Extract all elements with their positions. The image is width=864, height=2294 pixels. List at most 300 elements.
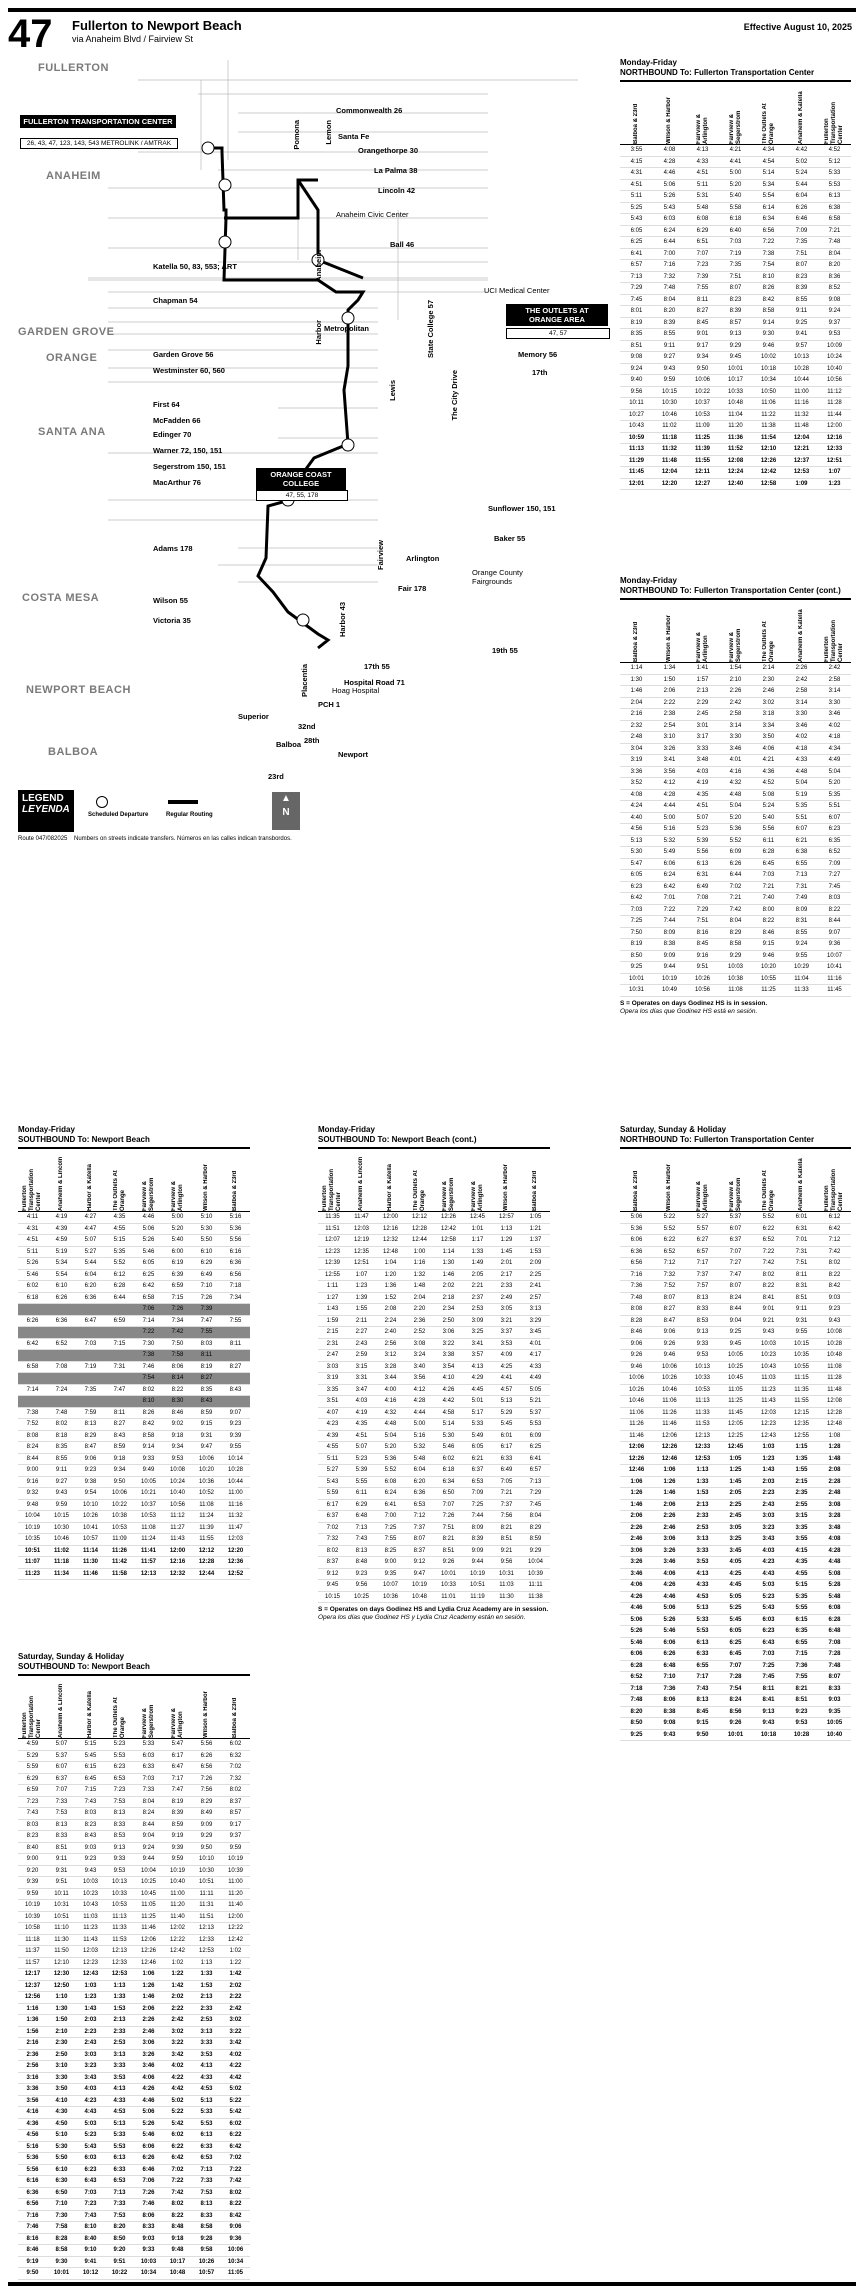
time-cell: 11:43 xyxy=(752,1396,785,1408)
time-cell: 12:39 xyxy=(318,1258,347,1270)
time-cell: 12:24 xyxy=(719,467,752,479)
time-cell: 5:49 xyxy=(463,1430,492,1442)
time-cell: 5:35 xyxy=(818,789,851,801)
time-cell: 8:02 xyxy=(752,1269,785,1281)
time-cell: 6:59 xyxy=(18,1785,47,1797)
time-cell: 8:29 xyxy=(521,1522,550,1534)
time-cell: 5:27 xyxy=(686,1212,719,1224)
time-cell: 3:14 xyxy=(785,697,818,709)
table-row xyxy=(620,870,851,882)
time-cell: 3:15 xyxy=(785,1511,818,1523)
street-label: Katella 50, 83, 553; ART xyxy=(153,262,237,271)
time-cell: 7:09 xyxy=(785,225,818,237)
time-cell: 9:07 xyxy=(818,927,851,939)
time-cell: 4:29 xyxy=(463,1373,492,1385)
time-cell: 1:57 xyxy=(686,674,719,686)
time-cell: 3:26 xyxy=(653,743,686,755)
column-header: Anaheim & Lincoln xyxy=(347,1148,376,1212)
column-header: Harbor & Katella xyxy=(376,1148,405,1212)
table-row xyxy=(620,801,851,813)
table-row xyxy=(318,1453,550,1465)
time-cell: 5:13 xyxy=(105,2118,134,2130)
time-cell: 5:33 xyxy=(463,1419,492,1431)
time-cell: 4:33 xyxy=(521,1361,550,1373)
time-cell: 8:13 xyxy=(76,1419,105,1431)
time-cell: 9:12 xyxy=(318,1568,347,1580)
time-cell: 8:23 xyxy=(76,1819,105,1831)
table-row xyxy=(620,1522,851,1534)
time-cell: 6:03 xyxy=(752,1614,785,1626)
table-row xyxy=(18,2199,250,2211)
time-cell: 5:26 xyxy=(653,1614,686,1626)
time-cell: 10:15 xyxy=(47,1511,76,1523)
table-row xyxy=(18,1534,250,1546)
time-cell: 3:03 xyxy=(76,2049,105,2061)
time-cell: 4:13 xyxy=(686,145,719,157)
table-row xyxy=(620,1453,851,1465)
time-cell: 7:09 xyxy=(463,1488,492,1500)
time-cell: 7:25 xyxy=(620,916,653,928)
time-cell: 9:43 xyxy=(818,1315,851,1327)
time-cell: 2:06 xyxy=(653,1499,686,1511)
time-cell: 11:22 xyxy=(752,409,785,421)
time-cell: 7:03 xyxy=(76,1338,105,1350)
time-cell: 10:19 xyxy=(18,1522,47,1534)
time-cell: 6:18 xyxy=(719,214,752,226)
time-cell: 4:32 xyxy=(376,1407,405,1419)
time-cell: 9:50 xyxy=(192,1842,221,1854)
time-cell: 11:06 xyxy=(620,1407,653,1419)
time-cell: 7:08 xyxy=(686,893,719,905)
time-cell: 6:27 xyxy=(686,1235,719,1247)
time-cell: 9:09 xyxy=(653,950,686,962)
time-cell: 5:05 xyxy=(719,1591,752,1603)
time-cell: 8:58 xyxy=(47,2245,76,2257)
time-cell: 9:57 xyxy=(785,340,818,352)
time-cell: 4:13 xyxy=(192,2061,221,2073)
time-cell: 5:20 xyxy=(163,1223,192,1235)
time-cell: 6:02 xyxy=(163,2130,192,2142)
time-cell: 2:33 xyxy=(105,2026,134,2038)
time-cell: 6:17 xyxy=(163,1750,192,1762)
time-cell xyxy=(221,1396,250,1408)
time-cell: 4:35 xyxy=(785,1557,818,1569)
time-cell: 7:13 xyxy=(785,870,818,882)
time-cell: 8:40 xyxy=(18,1842,47,1854)
time-cell: 6:28 xyxy=(620,1660,653,1672)
time-cell: 3:45 xyxy=(719,1545,752,1557)
time-cell: 5:36 xyxy=(221,1223,250,1235)
time-cell: 9:55 xyxy=(785,1327,818,1339)
time-cell: 7:38 xyxy=(134,1350,163,1362)
time-cell: 9:56 xyxy=(620,386,653,398)
time-cell: 9:51 xyxy=(47,1877,76,1889)
time-cell: 2:26 xyxy=(620,1522,653,1534)
street-label: Segerstrom 150, 151 xyxy=(153,462,226,471)
time-cell: 9:55 xyxy=(221,1442,250,1454)
table-row xyxy=(18,1292,250,1304)
time-cell: 12:02 xyxy=(163,1923,192,1935)
time-cell: 11:03 xyxy=(76,1911,105,1923)
street-label: 23rd xyxy=(268,772,284,781)
time-cell: 3:19 xyxy=(318,1373,347,1385)
time-cell: 7:06 xyxy=(134,1304,163,1316)
time-cell: 7:49 xyxy=(785,893,818,905)
time-cell: 6:09 xyxy=(719,847,752,859)
time-cell: 6:43 xyxy=(76,2176,105,2188)
table-row xyxy=(620,1534,851,1546)
time-cell: 2:53 xyxy=(686,1522,719,1534)
time-cell: 7:16 xyxy=(18,2210,47,2222)
time-cell: 7:32 xyxy=(653,1269,686,1281)
time-cell: 7:39 xyxy=(192,1304,221,1316)
table-row xyxy=(18,1235,250,1247)
legend-transfer-note: Numbers on streets indicate transfers. Números en las calles indican transbordos. xyxy=(74,836,292,842)
time-cell: 12:28 xyxy=(818,1407,851,1419)
time-cell: 2:09 xyxy=(521,1258,550,1270)
column-header: Fairview & Segerstrom xyxy=(134,1675,163,1739)
time-cell: 5:27 xyxy=(76,1246,105,1258)
time-cell: 9:23 xyxy=(818,1304,851,1316)
time-cell: 9:13 xyxy=(752,1706,785,1718)
time-cell: 5:29 xyxy=(492,1407,521,1419)
column-header: Anaheim & Lincoln xyxy=(47,1675,76,1739)
time-cell: 8:20 xyxy=(818,260,851,272)
time-cell: 7:00 xyxy=(376,1511,405,1523)
time-cell: 10:31 xyxy=(492,1568,521,1580)
time-cell: 11:16 xyxy=(785,398,818,410)
time-cell: 4:48 xyxy=(818,1557,851,1569)
time-cell: 10:33 xyxy=(719,386,752,398)
time-cell: 12:07 xyxy=(318,1235,347,1247)
time-cell: 4:26 xyxy=(653,1580,686,1592)
time-cell: 8:53 xyxy=(105,1831,134,1843)
time-cell: 2:46 xyxy=(620,1534,653,1546)
time-cell: 8:28 xyxy=(47,2233,76,2245)
time-cell: 10:19 xyxy=(463,1568,492,1580)
table-row xyxy=(18,1762,250,1774)
table-row xyxy=(620,478,851,490)
column-header: The Outlets At Orange xyxy=(105,1675,134,1739)
time-cell: 2:26 xyxy=(785,663,818,675)
time-cell: 9:31 xyxy=(785,1315,818,1327)
table-row xyxy=(620,352,851,364)
time-cell: 5:33 xyxy=(105,2130,134,2142)
time-cell: 6:06 xyxy=(653,1637,686,1649)
time-cell: 8:07 xyxy=(653,1292,686,1304)
time-cell: 12:56 xyxy=(18,1992,47,2004)
time-cell: 2:29 xyxy=(686,697,719,709)
time-cell: 7:22 xyxy=(221,2164,250,2176)
column-header: Harbor & Katella xyxy=(76,1675,105,1739)
time-cell: 9:44 xyxy=(134,1854,163,1866)
time-cell: 3:06 xyxy=(134,2038,163,2050)
time-cell: 1:00 xyxy=(405,1246,434,1258)
time-cell: 1:07 xyxy=(818,467,851,479)
time-cell: 7:26 xyxy=(192,1773,221,1785)
table-row xyxy=(18,1258,250,1270)
time-cell: 9:50 xyxy=(686,1729,719,1741)
time-cell: 10:30 xyxy=(47,1522,76,1534)
effective-date: Effective August 10, 2025 xyxy=(743,22,852,32)
time-cell: 1:07 xyxy=(347,1269,376,1281)
time-cell: 11:25 xyxy=(719,1396,752,1408)
time-cell: 10:33 xyxy=(434,1580,463,1592)
time-cell: 9:33 xyxy=(686,1338,719,1350)
time-cell: 4:46 xyxy=(134,1212,163,1224)
time-cell: 5:07 xyxy=(47,1739,76,1751)
time-cell: 8:08 xyxy=(18,1430,47,1442)
time-cell: 10:48 xyxy=(163,2268,192,2280)
time-cell: 1:46 xyxy=(653,1488,686,1500)
table-row xyxy=(620,1580,851,1592)
time-cell: 7:50 xyxy=(163,1338,192,1350)
time-cell: 11:15 xyxy=(785,1373,818,1385)
time-cell: 8:51 xyxy=(47,1842,76,1854)
time-cell: 8:23 xyxy=(785,271,818,283)
time-cell: 10:40 xyxy=(163,1877,192,1889)
table-northbound-weekday-cont xyxy=(620,576,856,1016)
time-cell: 7:37 xyxy=(686,1269,719,1281)
time-cell: 5:58 xyxy=(719,202,752,214)
time-cell: 9:00 xyxy=(376,1557,405,1569)
time-cell: 6:28 xyxy=(818,1614,851,1626)
time-cell: 3:26 xyxy=(134,2049,163,2061)
time-cell: 11:53 xyxy=(686,1419,719,1431)
time-cell: 12:32 xyxy=(163,1568,192,1580)
time-cell: 5:53 xyxy=(105,1750,134,1762)
time-cell: 10:55 xyxy=(752,973,785,985)
table-row xyxy=(620,271,851,283)
time-cell: 4:43 xyxy=(752,1568,785,1580)
schedule-table xyxy=(18,1674,250,2280)
table-row xyxy=(620,824,851,836)
table-row xyxy=(318,1522,550,1534)
time-cell: 7:23 xyxy=(105,1785,134,1797)
table-row xyxy=(620,444,851,456)
time-cell: 8:02 xyxy=(818,1258,851,1270)
time-cell: 4:23 xyxy=(752,1557,785,1569)
table-row xyxy=(18,1396,250,1408)
table-row xyxy=(18,1269,250,1281)
time-cell: 8:07 xyxy=(818,1672,851,1684)
time-cell: 7:57 xyxy=(686,1281,719,1293)
table-title: Monday-Friday xyxy=(18,1125,75,1134)
time-cell: 11:01 xyxy=(434,1591,463,1603)
time-cell: 7:46 xyxy=(134,1361,163,1373)
time-cell: 5:10 xyxy=(47,2130,76,2142)
time-cell: 7:31 xyxy=(785,1246,818,1258)
time-cell: 9:13 xyxy=(105,1842,134,1854)
time-cell: 10:51 xyxy=(18,1545,47,1557)
time-cell: 5:57 xyxy=(686,1223,719,1235)
time-cell: 10:34 xyxy=(752,375,785,387)
column-header: Wilson & Harbor xyxy=(653,1148,686,1212)
time-cell: 10:24 xyxy=(818,352,851,364)
time-cell: 5:53 xyxy=(521,1419,550,1431)
time-cell: 5:28 xyxy=(818,1580,851,1592)
time-cell: 5:26 xyxy=(18,1258,47,1270)
time-cell: 12:22 xyxy=(221,1923,250,1935)
table-row xyxy=(18,1854,250,1866)
time-cell: 10:03 xyxy=(134,2256,163,2268)
time-cell: 8:25 xyxy=(376,1545,405,1557)
time-cell: 7:18 xyxy=(221,1281,250,1293)
time-cell xyxy=(76,1304,105,1316)
time-cell: 9:10 xyxy=(76,2245,105,2257)
time-cell: 12:28 xyxy=(192,1557,221,1569)
time-cell: 6:05 xyxy=(719,1626,752,1638)
time-cell: 5:19 xyxy=(785,789,818,801)
time-cell: 4:35 xyxy=(686,789,719,801)
time-cell: 1:49 xyxy=(463,1258,492,1270)
street-label: Fair 178 xyxy=(398,584,427,593)
time-cell: 6:49 xyxy=(192,1269,221,1281)
table-row xyxy=(620,985,851,997)
time-cell: 1:06 xyxy=(653,1465,686,1477)
time-cell: 10:07 xyxy=(376,1580,405,1592)
time-cell: 11:32 xyxy=(653,444,686,456)
time-cell: 8:46 xyxy=(18,2245,47,2257)
time-cell: 3:02 xyxy=(221,2015,250,2027)
time-cell: 5:50 xyxy=(47,2153,76,2165)
time-cell: 1:45 xyxy=(492,1246,521,1258)
time-cell: 7:02 xyxy=(221,1762,250,1774)
time-cell: 9:36 xyxy=(818,939,851,951)
time-cell: 1:46 xyxy=(134,1992,163,2004)
time-cell: 8:04 xyxy=(719,916,752,928)
time-cell: 5:08 xyxy=(818,1568,851,1580)
time-cell: 2:46 xyxy=(653,1522,686,1534)
time-cell: 1:45 xyxy=(719,1476,752,1488)
table-row xyxy=(318,1591,550,1603)
table-row xyxy=(620,421,851,433)
table-row xyxy=(620,674,851,686)
time-cell: 3:25 xyxy=(463,1327,492,1339)
time-cell: 5:30 xyxy=(620,847,653,859)
time-cell: 4:35 xyxy=(347,1419,376,1431)
time-cell: 7:02 xyxy=(318,1522,347,1534)
street-label: Placentia xyxy=(300,664,309,697)
time-cell: 2:23 xyxy=(752,1488,785,1500)
time-cell: 6:47 xyxy=(163,1762,192,1774)
time-cell: 12:00 xyxy=(221,1911,250,1923)
time-cell: 9:29 xyxy=(192,1831,221,1843)
time-cell: 5:34 xyxy=(47,1258,76,1270)
time-cell: 5:26 xyxy=(653,191,686,203)
time-cell: 3:42 xyxy=(163,2049,192,2061)
time-cell: 6:04 xyxy=(76,1269,105,1281)
table-row xyxy=(620,1683,851,1695)
time-cell: 5:11 xyxy=(620,191,653,203)
time-cell: 11:06 xyxy=(752,398,785,410)
time-cell: 5:23 xyxy=(752,1591,785,1603)
time-cell: 6:41 xyxy=(620,248,653,260)
time-cell: 11:48 xyxy=(653,455,686,467)
time-cell: 3:08 xyxy=(818,1499,851,1511)
time-cell: 8:43 xyxy=(76,1831,105,1843)
time-cell: 12:42 xyxy=(752,467,785,479)
time-cell: 10:38 xyxy=(719,973,752,985)
table-row xyxy=(18,1796,250,1808)
time-cell: 9:45 xyxy=(318,1580,347,1592)
table-row xyxy=(620,732,851,744)
time-cell: 4:42 xyxy=(163,2084,192,2096)
time-cell: 3:50 xyxy=(752,732,785,744)
time-cell: 6:08 xyxy=(376,1476,405,1488)
time-cell: 2:11 xyxy=(347,1315,376,1327)
time-cell: 2:14 xyxy=(752,663,785,675)
time-cell: 2:55 xyxy=(785,1499,818,1511)
time-cell: 10:58 xyxy=(18,1923,47,1935)
time-cell: 8:55 xyxy=(653,329,686,341)
time-cell: 6:37 xyxy=(719,1235,752,1247)
time-cell: 3:14 xyxy=(818,686,851,698)
time-cell: 6:22 xyxy=(752,1223,785,1235)
city-label: ORANGE xyxy=(46,352,98,364)
time-cell: 5:54 xyxy=(752,191,785,203)
time-cell: 3:50 xyxy=(47,2084,76,2096)
table-southbound-weekend xyxy=(18,1652,254,2280)
time-cell: 11:00 xyxy=(221,1877,250,1889)
time-cell: 10:01 xyxy=(434,1568,463,1580)
time-cell: 12:04 xyxy=(785,432,818,444)
time-cell: 10:19 xyxy=(163,1865,192,1877)
time-cell: 10:56 xyxy=(818,375,851,387)
table-row xyxy=(620,1626,851,1638)
time-cell: 10:06 xyxy=(620,1373,653,1385)
street-label: First 64 xyxy=(153,400,180,409)
time-cell: 5:56 xyxy=(752,824,785,836)
street-label: Baker 55 xyxy=(494,534,526,543)
time-cell: 9:29 xyxy=(521,1545,550,1557)
legend xyxy=(18,790,318,850)
time-cell: 5:52 xyxy=(105,1258,134,1270)
time-cell: 8:13 xyxy=(686,1292,719,1304)
time-cell: 8:43 xyxy=(192,1396,221,1408)
time-cell: 9:54 xyxy=(76,1488,105,1500)
table-row xyxy=(18,1511,250,1523)
time-cell: 3:13 xyxy=(521,1304,550,1316)
time-cell: 11:07 xyxy=(18,1557,47,1569)
time-cell: 11:05 xyxy=(221,2268,250,2280)
time-cell: 6:55 xyxy=(785,858,818,870)
time-cell: 7:53 xyxy=(105,1796,134,1808)
time-cell: 10:03 xyxy=(76,1877,105,1889)
time-cell: 8:51 xyxy=(785,1292,818,1304)
time-cell: 11:13 xyxy=(105,1911,134,1923)
time-cell: 7:06 xyxy=(134,2176,163,2188)
table-row xyxy=(18,2245,250,2257)
street-label: Wilson 55 xyxy=(153,596,188,605)
time-cell: 10:19 xyxy=(221,1854,250,1866)
time-cell: 8:52 xyxy=(818,283,851,295)
time-cell: 10:01 xyxy=(719,1729,752,1741)
time-cell: 8:08 xyxy=(620,1304,653,1316)
time-cell: 5:40 xyxy=(719,191,752,203)
time-cell: 6:52 xyxy=(47,1338,76,1350)
time-cell: 5:23 xyxy=(686,824,719,836)
street-label: Harbor xyxy=(314,320,323,345)
column-header: The Outlets At Orange xyxy=(752,81,785,145)
table-note: S = Operates on days Godinez HS and Lydia Cruz Academy are in session. Opera los días que Godinez HS y Lydia Cruz Academy están en sesión. xyxy=(318,1606,549,1621)
time-cell: 11:51 xyxy=(318,1223,347,1235)
city-label: SANTA ANA xyxy=(38,426,106,438)
time-cell: 10:39 xyxy=(18,1911,47,1923)
table-row xyxy=(18,1246,250,1258)
table-row xyxy=(18,1499,250,1511)
time-cell: 7:22 xyxy=(752,1246,785,1258)
